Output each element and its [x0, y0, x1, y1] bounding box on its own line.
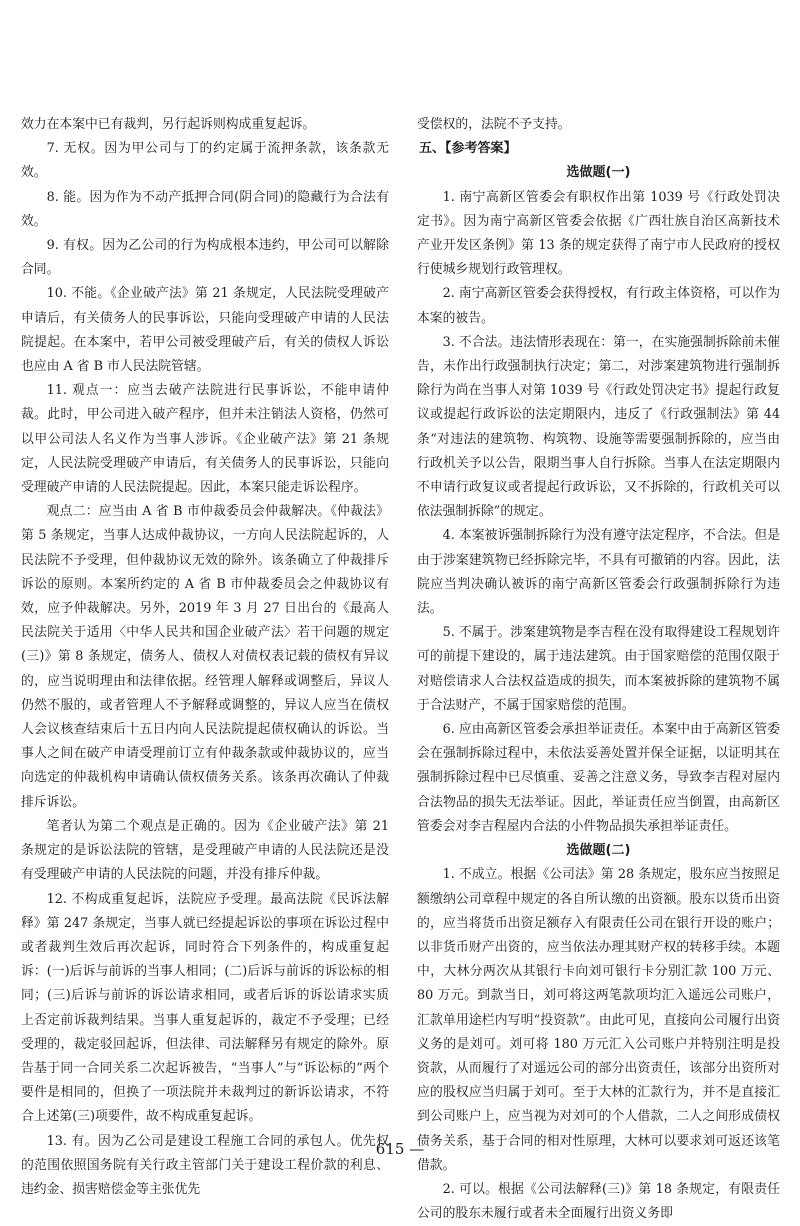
paragraph: 8. 能。因为作为不动产抵押合同(阴合同)的隐藏行为合法有效。 [21, 189, 389, 229]
paragraph: 10. 不能。《企业破产法》第 21 条规定，人民法院受理破产申请后，有关债务人的民事诉讼，只能向受理破产申请的人民法院提起。在本案中，若甲公司被受理破产后，有关的债权人诉讼也应由 A 省 B 市人民法院管辖。 [21, 286, 389, 375]
sub-heading: 选做题(二) [566, 843, 631, 859]
right-column [417, 113, 780, 1226]
paragraph: 1. 南宁高新区管委会有职权作出第 1039 号《行政处罚决定书》。因为南宁高新区管委会依据《广西壮族自治区高新技术产业开发区条例》第 13 条的规定获得了南宁市人民政府的授权行使城乡规划行政管理权。 [417, 189, 780, 278]
sub-heading: 选做题(一) [566, 165, 631, 181]
paragraph: 13. 有。因为乙公司是建设工程施工合同的承包人。优先权的范围依照国务院有关行政主管部门关于建设工程价款的利息、违约金、损害赔偿金等主张优先 [21, 1133, 389, 1197]
section-heading: 五、【参考答案】 [419, 141, 517, 157]
paragraph: 观点二：应当由 A 省 B 市仲裁委员会仲裁解决。《仲裁法》第 5 条规定，当事人达成仲裁协议，一方向人民法院起诉的，人民法院不予受理，但仲裁协议无效的除外。该条确立了仲裁排斥诉讼的原则。本案所约定的 A 省 B 市仲裁委员会之仲裁协议有效，应予仲裁解决。另外，2019 年 3 月 27 日出台的《最高人民法院关于适用〈中华人民共和国企业破产法〉若干问题的规定(三)》第 8 条规定，债务人、债权人对债权表记载的债权有异议的，应当说明理由和法律依据。经管理人解释或调整后，异议人仍然不服的，或者管理人不予解释或调整的，异议人应当在债权人会议核查结束后十五日内向人民法院提起债权确认的诉讼。当事人之间在破产申请受理前订立有仲裁条款或仲裁协议的，应当向选定的仲裁机构申请确认债权债务关系。该条再次确认了仲裁排斥诉讼。 [21, 504, 389, 810]
paragraph: 6. 应由高新区管委会承担举证责任。本案中由于高新区管委会在强制拆除过程中，未依法妥善处置并保全证据，以证明其在强制拆除过程中已尽慎重、妥善之注意义务，导致李吉程对屋内合法物品的损失无法举证。因此，举证责任应当倒置，由高新区管委会对李吉程屋内合法的小件物品损失承担举证责任。 [417, 722, 780, 834]
paragraph: 3. 不合法。违法情形表现在：第一，在实施强制拆除前未催告，未作出行政强制执行决定；第二，对涉案建筑物进行强制拆除行为尚在当事人对第 1039 号《行政处罚决定书》提起行政复议或提起行政诉讼的法定期限内，违反了《行政强制法》第 44 条“对违法的建筑物、构筑物、设施等需要强制拆除的，应当由行政机关予以公告，限期当事人自行拆除。当事人在法定期限内不申请行政复议或者提起行政诉讼，又不拆除的，行政机关可以依法强制拆除”的规定。 [417, 334, 780, 520]
paragraph: 12. 不构成重复起诉，法院应予受理。最高法院《民诉法解释》第 247 条规定，当事人就已经提起诉讼的事项在诉讼过程中或者裁判生效后再次起诉，同时符合下列条件的，构成重复起诉：(一)后诉与前诉的当事人相同；(二)后诉与前诉的诉讼标的相同；(三)后诉与前诉的诉讼请求相同，或者后诉的诉讼请求实质上否定前诉裁判结果。当事人重复起诉的，裁定不予受理；已经受理的，裁定驳回起诉，但法律、司法解释另有规定的除外。原告基于同一合同关系二次起诉被告，“当事人”与“诉讼标的”两个要件是相同的，但换了一项法院并未裁判过的新诉讼请求，不符合上述第(三)项要件，故不构成重复起诉。 [21, 891, 389, 1125]
page-number: 615 — [375, 1140, 425, 1158]
paragraph: 受偿权的，法院不予支持。 [417, 117, 571, 132]
left-column [21, 113, 389, 1202]
paragraph: 5. 不属于。涉案建筑物是李吉程在没有取得建设工程规划许可的前提下建设的，属于违法建筑。由于国家赔偿的范围仅限于对赔偿请求人合法权益造成的损失，而本案被拆除的建筑物不属于合法财产，不属于国家赔偿的范围。 [417, 625, 780, 713]
paragraph: 11. 观点一：应当去破产法院进行民事诉讼，不能申请仲裁。此时，甲公司进入破产程序，但并未注销法人资格，仍然可以甲公司法人名义作为当事人涉诉。《企业破产法》第 21 条规定，人民法院受理破产申请后，有关债务人的民事诉讼，只能向受理破产申请的人民法院提起。因此，本案只能走诉讼程序。 [21, 383, 389, 496]
paragraph: 7. 无权。因为甲公司与丁的约定属于流押条款，该条款无效。 [21, 141, 389, 181]
paragraph: 笔者认为第二个观点是正确的。因为《企业破产法》第 21 条规定的是诉讼法院的管辖，是受理破产申请的人民法院还是没有受理破产申请的人民法院的问题，并没有排斥仲裁。 [21, 818, 389, 883]
paragraph: 9. 有权。因为乙公司的行为构成根本违约，甲公司可以解除合同。 [21, 238, 389, 278]
paragraph: 4. 本案被诉强制拆除行为没有遵守法定程序，不合法。但是由于涉案建筑物已经拆除完毕，不具有可撤销的内容。因此，法院应当判决确认被诉的南宁高新区管委会行政强制拆除行为违法。 [417, 528, 780, 617]
paragraph: 2. 南宁高新区管委会获得授权，有行政主体资格，可以作为本案的被告。 [417, 286, 780, 326]
paragraph: 2. 可以。根据《公司法解释(三)》第 18 条规定，有限责任公司的股东未履行或者未全面履行出资义务即 [417, 1181, 780, 1222]
paragraph: 效力在本案中已有裁判，另行起诉则构成重复起诉。 [21, 117, 316, 132]
paragraph: 1. 不成立。根据《公司法》第 28 条规定，股东应当按照足额缴纳公司章程中规定的各自所认缴的出资额。股东以货币出资的，应当将货币出资足额存入有限责任公司在银行开设的账户；以非货币财产出资的，应当依法办理其财产权的转移手续。本题中，大林分两次从其银行卡向刘可银行卡分别汇款 100 万元、80 万元。到款当日，刘可将这两笔款项均汇入遥远公司账户，汇款单用途栏内写明“投资款”。由此可见，直接向公司履行出资义务的是刘可。刘可将 180 万元汇入公司账户并特别注明是投资款，从而履行了对遥远公司的部分出资责任，该部分出资所对应的股权应当归属于刘可。至于大林的汇款行为，并不是直接汇到公司账户上，应当视为对刘可的个人借款，二人之间形成债权债务关系，基于合同的相对性原理，大林可以要求刘可返还该笔借款。 [417, 867, 780, 1173]
